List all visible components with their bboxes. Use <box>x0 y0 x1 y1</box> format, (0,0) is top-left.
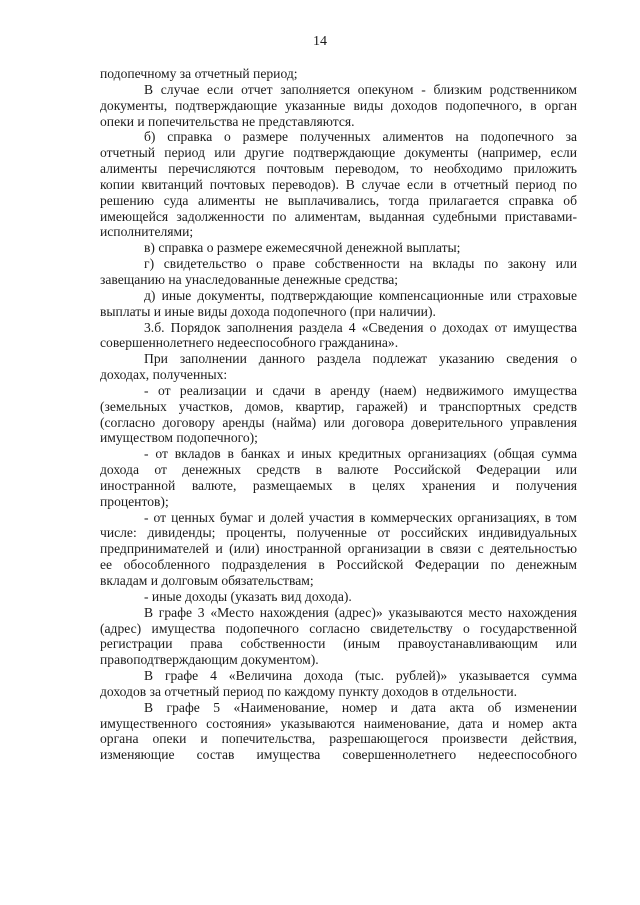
text-line: вкладам и долговым обязательствам; <box>100 573 314 588</box>
text-line: доходов за отчетный период по каждому пункту доходов в отдельности. <box>100 683 517 699</box>
text-line: В графе 4 «Величина дохода (тыс. рублей)» указывается сумма <box>144 668 577 684</box>
text-line: - от реализации и сдачи в аренду (наем) недвижимого имущества <box>144 382 577 398</box>
text-line: подопечному за отчетный период; <box>100 66 298 81</box>
text-line: решению суда алименты не выплачивались, тогда прилагается справка об <box>100 192 577 208</box>
text-line: отчетный период или другие подтверждающие документы (например, если <box>100 145 577 161</box>
text-line: В графе 5 «Наименование, номер и дата акта об изменении <box>144 699 577 715</box>
page-number: 14 <box>313 34 327 49</box>
text-line: алименты перечисляются почтовым переводом, то необходимо приложить <box>100 161 577 177</box>
text-line: числе: дивиденды; проценты, полученные от российских индивидуальных <box>100 525 577 541</box>
text-line: ее обособленного подразделения в Российской Федерации по денежным <box>100 557 577 573</box>
text-line: В случае если отчет заполняется опекуном - близким родственником <box>144 81 577 97</box>
text-line: органа опеки и попечительства, разрешающегося произвести действия, <box>100 731 577 747</box>
text-line: опеки и попечительства не представляются. <box>100 113 355 129</box>
body-text <box>100 66 577 763</box>
text-line: копии квитанций почтовых переводов). В случае если в отчетный период по <box>100 176 577 192</box>
text-line: регистрации права собственности (иным правоустанавливающим или <box>100 636 577 652</box>
text-line: имеющейся задолженности по алиментам, выданная судебными приставами- <box>100 208 577 224</box>
text-line: (земельных участков, домов, квартир, гаражей) и транспортных средств <box>100 398 577 414</box>
text-line: имущественного состояния» указываются наименование, дата и номер акта <box>100 715 577 731</box>
text-line: дохода от денежных средств в валюте Российской Федерации или <box>100 462 577 478</box>
text-line: 3.б. Порядок заполнения раздела 4 «Сведения о доходах от имущества <box>144 319 577 335</box>
text-line: (согласно договору аренды (найма) или договора доверительного управления <box>100 414 577 430</box>
text-line: - от вкладов в банках и иных кредитных организациях (общая сумма <box>144 446 577 462</box>
text-line: совершеннолетнего недееспособного гражданина». <box>100 335 399 351</box>
text-line: доходах, полученных: <box>100 367 228 383</box>
text-line: имуществом подопечного); <box>100 430 258 446</box>
text-line: в) справка о размере ежемесячной денежной выплаты; <box>144 240 461 256</box>
text-line: В графе 3 «Место нахождения (адрес)» указываются место нахождения <box>144 604 577 620</box>
text-line: исполнителями; <box>100 224 194 240</box>
text-line: г) свидетельство о праве собственности на вклады по закону или <box>144 256 577 272</box>
text-line: документы, подтверждающие указанные виды доходов подопечного, в орган <box>100 97 577 113</box>
text-line: б) справка о размере полученных алиментов на подопечного за <box>144 129 577 145</box>
text-line: д) иные документы, подтверждающие компенсационные или страховые <box>144 287 577 303</box>
text-line: При заполнении данного раздела подлежат указанию сведения о <box>144 351 577 367</box>
text-line: иностранной валюте, размещаемых в целях хранения и получения <box>100 477 577 493</box>
text-line: правоподтверждающим документом). <box>100 652 319 668</box>
text-line: изменяющие состав имущества совершеннолетнего недееспособного <box>100 747 577 763</box>
text-line: - от ценных бумаг и долей участия в коммерческих организациях, в том <box>144 509 577 525</box>
text-line: - иные доходы (указать вид дохода). <box>144 588 352 604</box>
text-line: процентов); <box>100 493 169 509</box>
text-line: завещанию на унаследованные денежные средства; <box>100 271 399 287</box>
text-line: предпринимателей и (или) иностранной организации в связи с деятельностью <box>100 541 577 557</box>
text-line: выплаты и иные виды дохода подопечного (при наличии). <box>100 303 436 319</box>
text-line: (адрес) имущества подопечного согласно свидетельству о государственной <box>100 620 577 636</box>
